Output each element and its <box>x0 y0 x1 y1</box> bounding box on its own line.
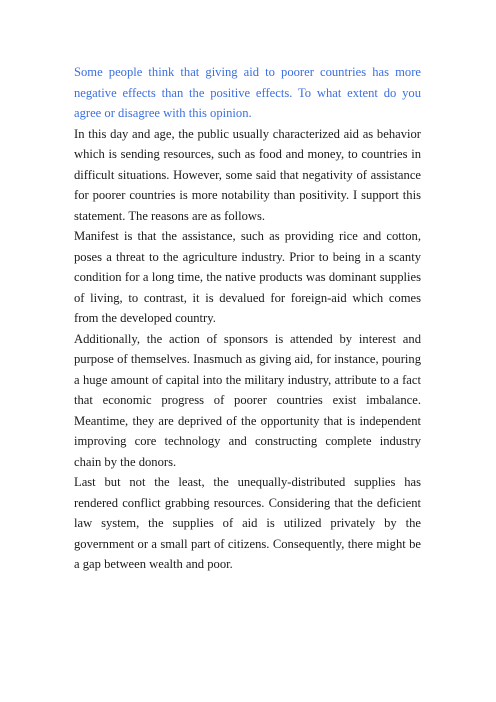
paragraph-sponsors-interest: Additionally, the action of sponsors is attended by interest and purpose of themselves. Inasmuch as giving aid, for instance, pouring a huge amount of capital into the military industry, attribute to a fact that economic progress of poorer countries exist imbalance. Meantime, they are deprived of the opportunity that is independent improving core technology and constructing complete industry chain by the donors. <box>74 331 421 469</box>
document-page <box>74 62 421 575</box>
essay-prompt: Some people think that giving aid to poorer countries has more negative effects than the positive effects. To what extent do you agree or disagree with this opinion. <box>74 65 421 120</box>
paragraph-unequal-distribution: Last but not the least, the unequally-distributed supplies has rendered conflict grabbing resources. Considering that the deficient law system, the supplies of aid is utilized privately by the government or a small part of citizens. Consequently, there might be a gap between wealth and poor. <box>74 475 421 571</box>
paragraph-agriculture: Manifest is that the assistance, such as providing rice and cotton, poses a threat to the agriculture industry. Prior to being in a scanty condition for a long time, the native products was dominant supplies of living, to contrast, it is devalued for foreign-aid which comes from the developed country. <box>74 229 421 325</box>
paragraph-introduction: In this day and age, the public usually characterized aid as behavior which is sending resources, such as food and money, to countries in difficult situations. However, some said that negativity of assistance for poorer countries is more notability than positivity. I support this statement. The reasons are as follows. <box>74 126 421 223</box>
